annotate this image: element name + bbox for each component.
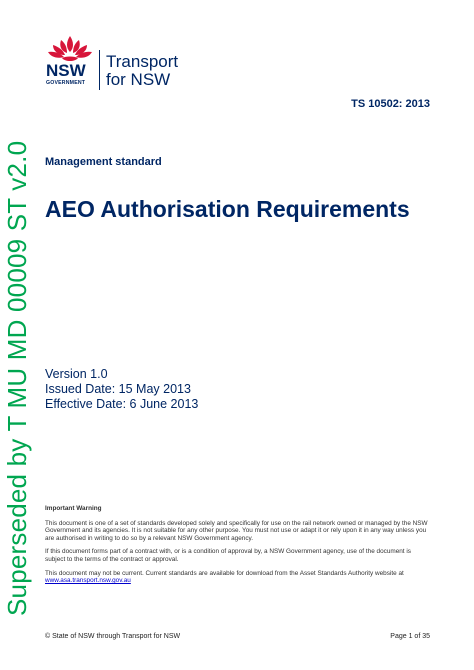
version-text: Version 1.0 — [45, 367, 108, 381]
asa-website-link[interactable]: www.asa.transport.nsw.gov.au — [45, 577, 131, 585]
important-warning — [45, 505, 431, 591]
warning-heading: Important Warning — [45, 505, 102, 512]
standard-number: TS 10502: 2013 — [351, 98, 430, 110]
warning-paragraph-1: This document is one of a set of standards developed solely and specifically for use on the rail network owned or managed by the NSW Government and its agencies. It is not suitable for any other purpose. You must not use or adapt it or rely upon it in any way unless you are authorised in writing to do so by a relevant NSW Government agency. — [45, 519, 428, 542]
footer-page-number: Page 1 of 35 — [390, 633, 430, 640]
document-meta — [45, 367, 198, 412]
government-wordmark: GOVERNMENT — [46, 80, 86, 86]
brand-line-2: for NSW — [106, 70, 171, 89]
effective-date: Effective Date: 6 June 2013 — [45, 397, 199, 411]
brand-line-1: Transport — [106, 52, 179, 71]
issued-date: Issued Date: 15 May 2013 — [45, 382, 191, 396]
warning-paragraph-2: If this document forms part of a contract with, or is a condition of approval by, a NSW Government agency, use of the document is subject to the terms of the contract or approval. — [45, 548, 411, 563]
waratah-icon — [44, 34, 96, 64]
logo-divider — [99, 50, 100, 90]
nsw-wordmark: NSW — [46, 61, 86, 80]
warning-paragraph-3 — [45, 570, 431, 585]
superseded-stamp: Superseded by T MU MD 00009 ST v2.0 — [2, 140, 32, 616]
footer-copyright: © State of NSW through Transport for NSW — [45, 633, 181, 640]
document-title: AEO Authorisation Requirements — [45, 196, 410, 222]
transport-nsw-logo — [44, 34, 214, 94]
warning-paragraph-3-text: This document may not be current. Current standards are available for download from the Asset Standards Authority website at — [45, 569, 404, 577]
document-type: Management standard — [45, 156, 162, 168]
